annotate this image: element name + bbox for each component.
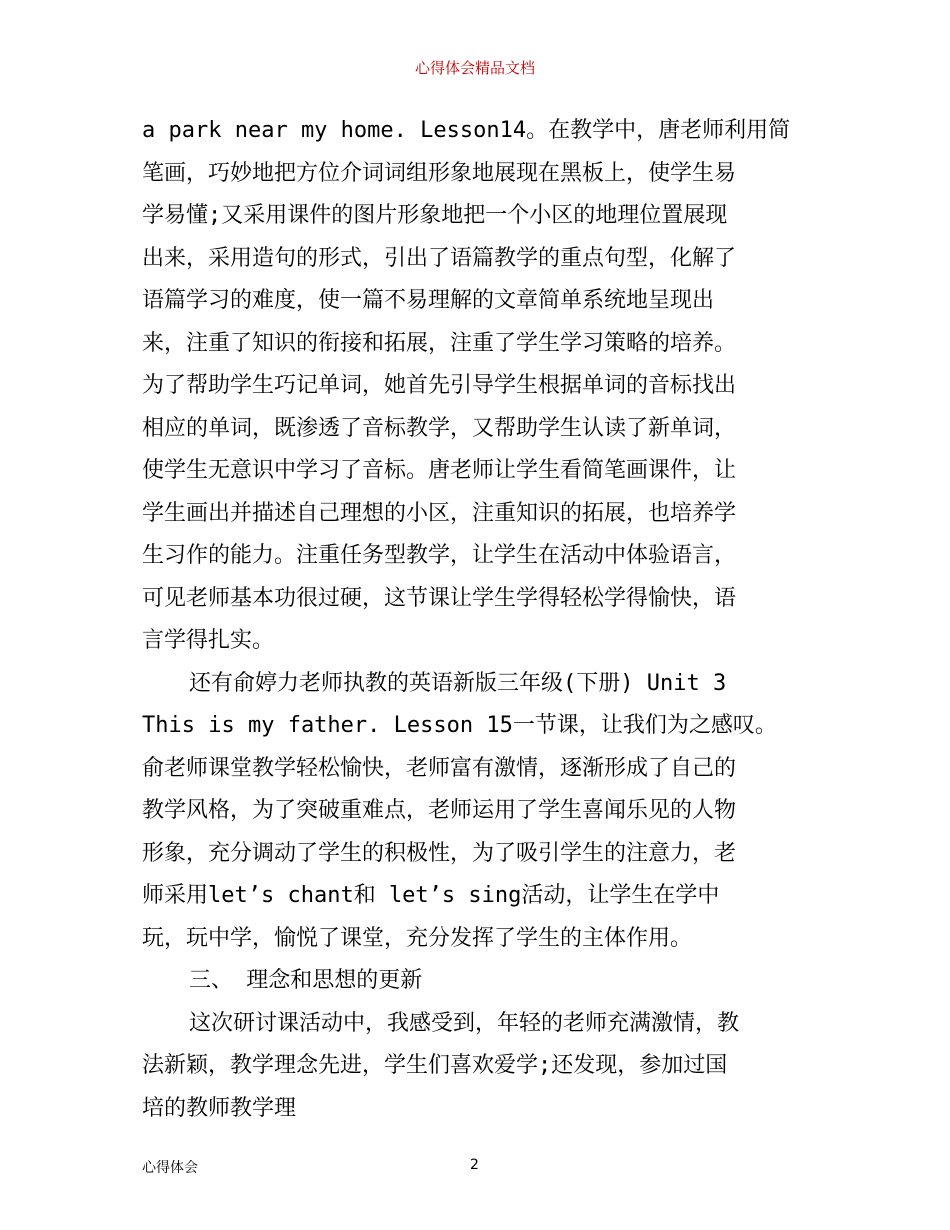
body-line: 学易懂;又采用课件的图片形象地把一个小区的地理位置展现 <box>142 203 728 228</box>
section-heading: 三、 理念和思想的更新 <box>189 968 423 993</box>
body-line: 教学风格，为了突破重难点，老师运用了学生喜闻乐见的人物 <box>142 798 737 823</box>
paragraph-start-line: 还有俞婷力老师执教的英语新版三年级(下册) Unit 3 <box>189 670 727 696</box>
body-line: 玩，玩中学，愉悦了课堂，充分发挥了学生的主体作用。 <box>142 925 693 951</box>
body-line: 生习作的能力。注重任务型教学，让学生在活动中体验语言， <box>142 543 737 568</box>
body-line: 师采用let’s chant和 let’s sing活动，让学生在学中 <box>142 883 720 908</box>
body-line: 语篇学习的难度，使一篇不易理解的文章简单系统地呈现出 <box>142 288 715 313</box>
body-line: 相应的单词，既渗透了音标教学，又帮助学生认读了新单词， <box>142 415 737 441</box>
body-line: 学生画出并描述自己理想的小区，注重知识的拓展，也培养学 <box>142 500 737 526</box>
body-line: 形象，充分调动了学生的积极性，为了吸引学生的注意力，老 <box>142 840 737 866</box>
body-line: This is my father. Lesson 15一节课，让我们为之感叹。 <box>142 713 777 738</box>
body-line: 可见老师基本功很过硬，这节课让学生学得轻松学得愉快，语 <box>142 585 737 611</box>
body-line: 笔画，巧妙地把方位介词词组形象地展现在黑板上，使学生易 <box>142 160 737 186</box>
body-line: 法新颖，教学理念先进，学生们喜欢爱学;还发现，参加过国 <box>142 1053 728 1078</box>
document-header-title: 心得体会精品文档 <box>414 59 535 77</box>
body-line: 培的教师教学理 <box>142 1095 297 1121</box>
document-body <box>142 110 814 1130</box>
body-line: 使学生无意识中学习了音标。唐老师让学生看简笔画课件，让 <box>142 458 737 483</box>
page-number: 2 <box>470 1157 479 1173</box>
body-line: 来，注重了知识的衔接和拓展，注重了学生学习策略的培养。 <box>142 330 737 356</box>
paragraph-start-line: 这次研讨课活动中，我感受到，年轻的老师充满激情，教 <box>189 1010 740 1036</box>
body-line: 言学得扎实。 <box>142 628 275 653</box>
footer-label: 心得体会 <box>142 1160 198 1176</box>
body-line: 为了帮助学生巧记单词，她首先引导学生根据单词的音标找出 <box>142 373 737 398</box>
body-line: 俞老师课堂教学轻松愉快，老师富有激情，逐渐形成了自己的 <box>142 755 737 781</box>
body-line: a park near my home. Lesson14。在教学中，唐老师利用简 <box>142 118 791 143</box>
body-line: 出来，采用造句的形式，引出了语篇教学的重点句型，化解了 <box>142 245 737 271</box>
